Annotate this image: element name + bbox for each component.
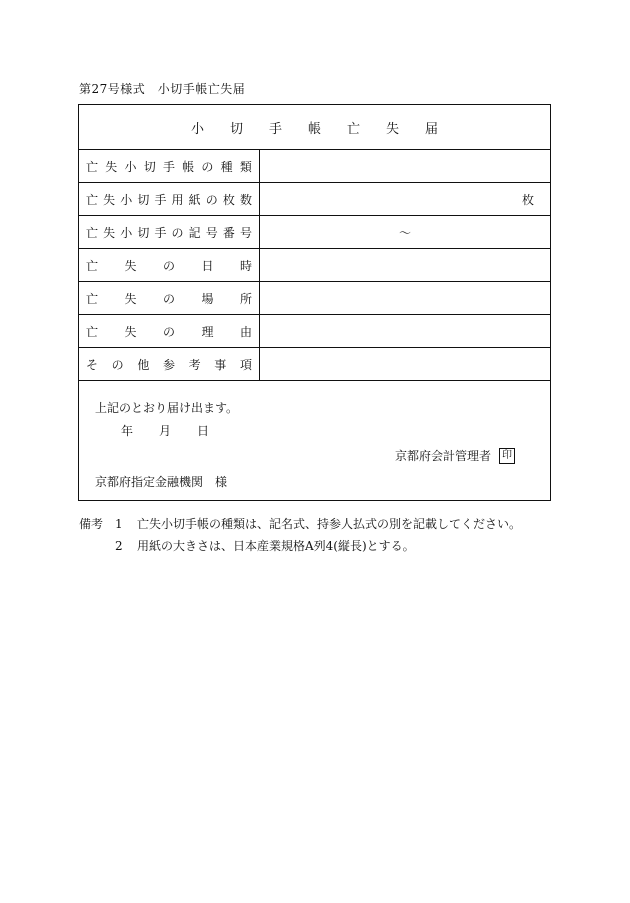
addressee: 京都府指定金融機関 様: [95, 475, 228, 489]
date-line: [121, 422, 209, 439]
notes-section: [79, 513, 521, 557]
row-label: 亡 失 の 場 所: [86, 291, 252, 306]
month-label: 月: [159, 424, 172, 438]
row-value[interactable]: [260, 150, 550, 182]
row-value[interactable]: ～: [398, 225, 411, 240]
note-text: 用紙の大きさは、日本産業規格A列4(縦長)とする。: [137, 539, 415, 553]
table-row: [79, 249, 550, 282]
manager-title: 京都府会計管理者: [394, 449, 491, 463]
notes-heading: 備考: [79, 517, 104, 531]
manager-signature: [395, 447, 515, 464]
row-value[interactable]: [260, 315, 550, 347]
statement-text: 上記のとおり届け出ます。: [95, 401, 239, 415]
day-label: 日: [197, 424, 210, 438]
row-label: そ の 他 参 考 事 項: [86, 357, 252, 372]
declaration-area: [79, 381, 550, 500]
row-value[interactable]: [260, 282, 550, 314]
row-value[interactable]: [260, 348, 550, 380]
row-label: 亡 失 の 日 時: [86, 258, 252, 273]
row-label: 亡 失 小 切 手 帳 の 種 類: [86, 159, 252, 174]
note-text: 亡失小切手帳の種類は、記名式、持参人払式の別を記載してください。: [137, 517, 522, 531]
row-label: 亡 失 小 切 手 用 紙 の 枚 数: [86, 192, 252, 207]
table-row: [79, 216, 550, 249]
note-number: 2: [115, 539, 123, 553]
table-row: [79, 282, 550, 315]
table-row: [79, 150, 550, 183]
form-number: 第27号様式 小切手帳亡失届: [79, 82, 246, 96]
row-value[interactable]: [260, 249, 550, 281]
table-row: [79, 315, 550, 348]
row-value[interactable]: 枚: [521, 192, 534, 207]
loss-report-form: [78, 104, 551, 501]
row-label: 亡 失 小 切 手 の 記 号 番 号: [86, 225, 252, 240]
table-row: [79, 183, 550, 216]
form-title: 小切手帳亡失届: [79, 105, 550, 150]
seal-stamp: 印: [499, 448, 515, 464]
table-row: [79, 348, 550, 381]
note-number: 1: [115, 517, 123, 531]
year-label: 年: [121, 424, 134, 438]
row-label: 亡 失 の 理 由: [86, 324, 252, 339]
